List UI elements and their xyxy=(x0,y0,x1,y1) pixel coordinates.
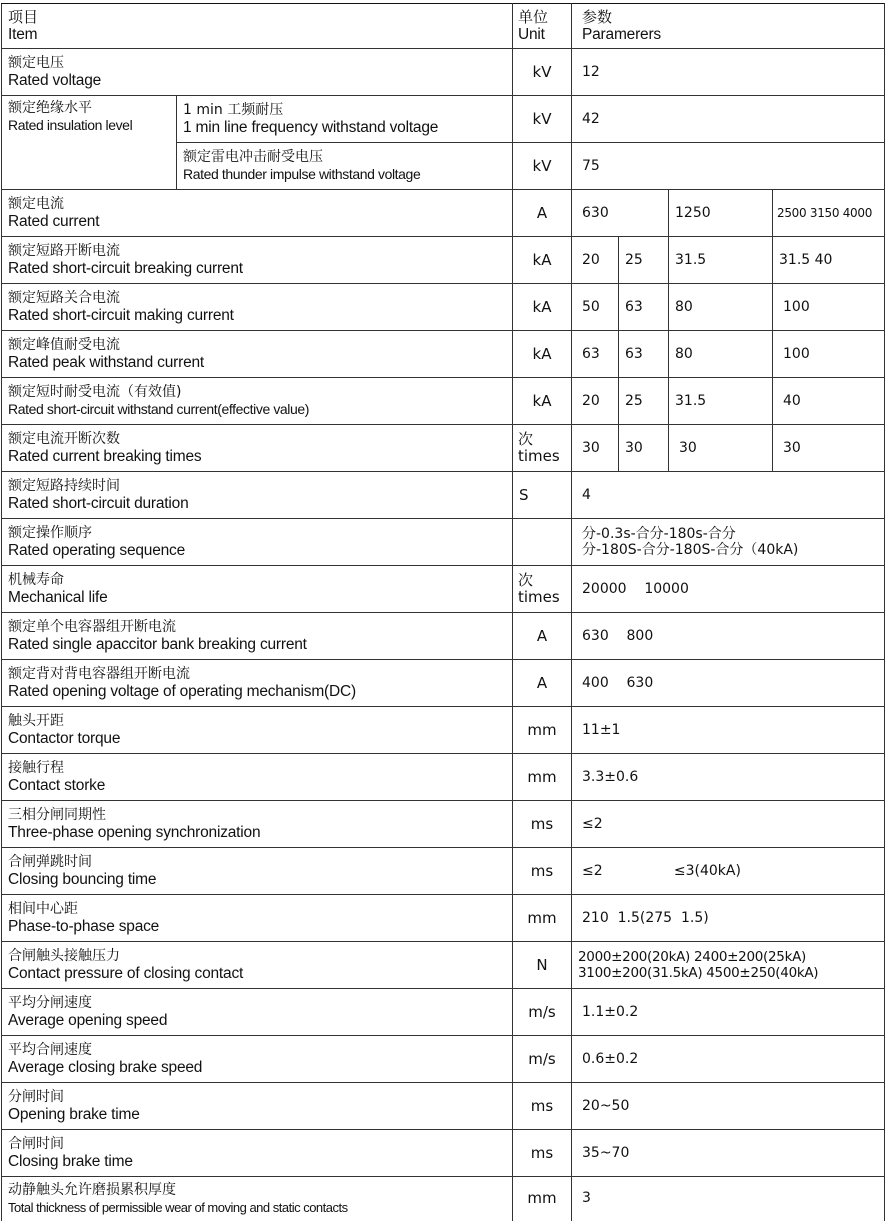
unit-zh: 次 xyxy=(518,571,534,589)
table-row xyxy=(2,1036,885,1083)
value-cell: 25 xyxy=(619,378,669,425)
sub-label xyxy=(177,143,513,190)
header-row xyxy=(2,4,885,49)
label-zh: 额定短时耐受电流（有效值) xyxy=(8,384,182,400)
row-label xyxy=(2,331,513,378)
unit-cell: m/s xyxy=(513,989,572,1036)
table-row xyxy=(2,190,885,237)
unit-cell: A xyxy=(513,660,572,707)
table-row xyxy=(2,989,885,1036)
label-zh: 额定短路开断电流 xyxy=(8,243,120,259)
unit-cell: kV xyxy=(513,49,572,96)
label-en: Closing brake time xyxy=(8,1153,133,1170)
unit-cell xyxy=(513,519,572,566)
label-en: Contact storke xyxy=(8,777,106,794)
label-zh: 额定电流 xyxy=(8,196,64,212)
value-line: 分-0.3s-合分-180s-合分 xyxy=(582,526,736,542)
row-label xyxy=(2,707,513,754)
row-label xyxy=(2,895,513,942)
label-en: Rated short-circuit breaking current xyxy=(8,260,243,277)
label-zh: 额定雷电冲击耐受电压 xyxy=(183,149,323,165)
header-param-zh: 参数 xyxy=(582,8,613,26)
unit-cell: N xyxy=(513,942,572,989)
value-cell: 31.5 40 xyxy=(773,237,885,284)
label-zh: 三相分闸同期性 xyxy=(8,807,106,823)
unit-en: times xyxy=(518,588,560,606)
value-cell: 20 xyxy=(572,237,619,284)
header-item-en: Item xyxy=(8,26,38,43)
label-en: Rated opening voltage of operating mechanism(DC) xyxy=(8,683,356,700)
table-row xyxy=(2,613,885,660)
label-zh: 动静触头允许磨损累积厚度 xyxy=(8,1181,176,1198)
label-zh: 额定单个电容器组开断电流 xyxy=(8,619,176,635)
value-cell: 100 xyxy=(773,331,885,378)
unit-cell xyxy=(513,566,572,613)
value-cell: 20~50 xyxy=(572,1083,885,1130)
header-unit xyxy=(513,4,572,49)
unit-cell: kV xyxy=(513,96,572,143)
value-cell: 20 xyxy=(572,378,619,425)
unit-cell xyxy=(513,425,572,472)
label-zh: 分闸时间 xyxy=(8,1089,64,1105)
label-zh: 额定背对背电容器组开断电流 xyxy=(8,666,190,682)
unit-cell: ms xyxy=(513,801,572,848)
label-en: Closing bouncing time xyxy=(8,871,157,888)
row-label xyxy=(2,237,513,284)
label-zh: 额定电流开断次数 xyxy=(8,431,120,447)
label-en: Average closing brake speed xyxy=(8,1059,203,1076)
unit-cell: A xyxy=(513,613,572,660)
value-cell: 25 xyxy=(619,237,669,284)
unit-en: times xyxy=(518,447,560,465)
unit-zh: 次 xyxy=(518,430,534,448)
value-cell xyxy=(572,519,885,566)
label-en: Rated peak withstand current xyxy=(8,354,205,371)
row-label xyxy=(2,660,513,707)
row-label xyxy=(2,989,513,1036)
value-cell: 1.1±0.2 xyxy=(572,989,885,1036)
value-cell: 80 xyxy=(669,284,773,331)
value-cell: 30 xyxy=(619,425,669,472)
label-en: Rated insulation level xyxy=(8,117,133,133)
unit-cell: ms xyxy=(513,1083,572,1130)
header-item xyxy=(2,4,513,49)
value-cell: 210 1.5(275 1.5) xyxy=(572,895,885,942)
label-en: Phase-to-phase space xyxy=(8,918,160,935)
table-row xyxy=(2,425,885,472)
label-en: 1 min line frequency withstand voltage xyxy=(183,119,439,136)
value-cell: 12 xyxy=(572,49,885,96)
table-row xyxy=(2,895,885,942)
label-en: Rated voltage xyxy=(8,72,102,89)
label-en: Rated short-circuit making current xyxy=(8,307,234,324)
value-cell: 630 xyxy=(572,190,669,237)
header-item-zh: 项目 xyxy=(8,8,39,26)
spec-table xyxy=(1,3,885,1221)
unit-cell: ms xyxy=(513,848,572,895)
label-zh: 额定操作顺序 xyxy=(8,525,92,541)
label-zh: 1 min 工频耐压 xyxy=(183,102,284,118)
label-en: Three-phase opening synchronization xyxy=(8,824,261,841)
table-row xyxy=(2,1130,885,1177)
unit-cell: m/s xyxy=(513,1036,572,1083)
label-zh: 额定峰值耐受电流 xyxy=(8,337,120,353)
label-zh: 额定绝缘水平 xyxy=(8,100,92,116)
row-label xyxy=(2,1036,513,1083)
label-zh: 机械寿命 xyxy=(8,572,64,588)
value-cell: 30 xyxy=(572,425,619,472)
value-cell: 1250 xyxy=(669,190,773,237)
table-row xyxy=(2,942,885,989)
value-line: 分-180S-合分-180S-合分（40kA) xyxy=(582,542,799,558)
label-zh: 额定短路关合电流 xyxy=(8,290,120,306)
table-row xyxy=(2,237,885,284)
label-zh: 接触行程 xyxy=(8,760,64,776)
row-label xyxy=(2,942,513,989)
label-zh: 触头开距 xyxy=(8,713,64,729)
label-en: Opening brake time xyxy=(8,1106,140,1123)
value-cell: 63 xyxy=(572,331,619,378)
table-row xyxy=(2,284,885,331)
value-cell: 31.5 xyxy=(669,237,773,284)
value-cell: 40 xyxy=(773,378,885,425)
unit-cell: kA xyxy=(513,237,572,284)
row-label xyxy=(2,1083,513,1130)
value-cell xyxy=(572,942,885,989)
value-cell: 630 800 xyxy=(572,613,885,660)
value-cell: 75 xyxy=(572,143,885,190)
row-label xyxy=(2,96,177,190)
value-cell: 50 xyxy=(572,284,619,331)
table-row xyxy=(2,566,885,613)
unit-cell: mm xyxy=(513,1177,572,1221)
table-row xyxy=(2,472,885,519)
row-label xyxy=(2,801,513,848)
row-label xyxy=(2,49,513,96)
label-en: Rated thunder impulse withstand voltage xyxy=(183,166,421,182)
unit-cell: kA xyxy=(513,284,572,331)
table-row xyxy=(2,1083,885,1130)
value-cell: 63 xyxy=(619,284,669,331)
value-cell: ≤2 xyxy=(572,801,885,848)
value-cell: 4 xyxy=(572,472,885,519)
label-zh: 额定电压 xyxy=(8,55,64,71)
unit-cell: kA xyxy=(513,331,572,378)
value-cell: 100 xyxy=(773,284,885,331)
value-cell: 30 xyxy=(669,425,773,472)
label-en: Average opening speed xyxy=(8,1012,168,1029)
row-label xyxy=(2,566,513,613)
table-row xyxy=(2,331,885,378)
label-en: Contact pressure of closing contact xyxy=(8,965,244,982)
table-row xyxy=(2,1177,885,1221)
label-en: Rated operating sequence xyxy=(8,542,186,559)
header-unit-zh: 单位 xyxy=(518,8,549,26)
row-label xyxy=(2,519,513,566)
value-cell: 20000 10000 xyxy=(572,566,885,613)
header-param-en: Paramerers xyxy=(582,26,661,43)
header-params xyxy=(572,4,885,49)
value-line: 2000±200(20kA) 2400±200(25kA) xyxy=(578,949,806,965)
value-cell: 400 630 xyxy=(572,660,885,707)
table-row xyxy=(2,848,885,895)
row-label xyxy=(2,425,513,472)
unit-cell: A xyxy=(513,190,572,237)
value-cell: 35~70 xyxy=(572,1130,885,1177)
row-label xyxy=(2,613,513,660)
label-zh: 相间中心距 xyxy=(8,901,78,917)
label-en: Rated short-circuit duration xyxy=(8,495,189,512)
table-row xyxy=(2,96,885,143)
row-label xyxy=(2,1130,513,1177)
value-cell: 31.5 xyxy=(669,378,773,425)
value-cell: 80 xyxy=(669,331,773,378)
value-cell: 30 xyxy=(773,425,885,472)
row-label xyxy=(2,190,513,237)
row-label xyxy=(2,472,513,519)
label-zh: 平均分闸速度 xyxy=(8,995,92,1011)
value-cell: 2500 3150 4000 xyxy=(773,190,885,237)
label-en: Rated single apaccitor bank breaking current xyxy=(8,636,307,653)
unit-cell: ms xyxy=(513,1130,572,1177)
table-row xyxy=(2,519,885,566)
table-row xyxy=(2,754,885,801)
value-cell: 63 xyxy=(619,331,669,378)
header-unit-en: Unit xyxy=(518,26,545,43)
unit-cell: mm xyxy=(513,754,572,801)
unit-cell: mm xyxy=(513,707,572,754)
value-cell: 3 xyxy=(572,1177,885,1221)
value-cell: 3.3±0.6 xyxy=(572,754,885,801)
label-en: Contactor torque xyxy=(8,730,121,747)
sub-label xyxy=(177,96,513,143)
table-row xyxy=(2,707,885,754)
value-cell: 42 xyxy=(572,96,885,143)
label-en: Mechanical life xyxy=(8,589,108,606)
table-row xyxy=(2,49,885,96)
value-cell: ≤2 ≤3(40kA) xyxy=(572,848,885,895)
table-row xyxy=(2,801,885,848)
unit-cell: mm xyxy=(513,895,572,942)
table-row xyxy=(2,378,885,425)
row-label xyxy=(2,1177,513,1221)
row-label xyxy=(2,378,513,425)
label-en: Rated current xyxy=(8,213,100,230)
label-zh: 合闸触头接触压力 xyxy=(8,948,120,964)
label-zh: 合闸弹跳时间 xyxy=(8,854,92,870)
value-line: 3100±200(31.5kA) 4500±250(40kA) xyxy=(578,965,819,981)
label-zh: 额定短路持续时间 xyxy=(8,478,120,494)
label-en: Rated current breaking times xyxy=(8,448,202,465)
unit-cell: S xyxy=(513,472,572,519)
label-zh: 平均合闸速度 xyxy=(8,1042,92,1058)
value-cell: 11±1 xyxy=(572,707,885,754)
label-en: Rated short-circuit withstand current(effective value) xyxy=(8,401,310,417)
row-label xyxy=(2,284,513,331)
unit-cell: kA xyxy=(513,378,572,425)
unit-cell: kV xyxy=(513,143,572,190)
table-row xyxy=(2,660,885,707)
label-zh: 合闸时间 xyxy=(8,1136,64,1152)
label-en: Total thickness of permissible wear of moving and static contacts xyxy=(8,1199,348,1215)
row-label xyxy=(2,754,513,801)
value-cell: 0.6±0.2 xyxy=(572,1036,885,1083)
row-label xyxy=(2,848,513,895)
